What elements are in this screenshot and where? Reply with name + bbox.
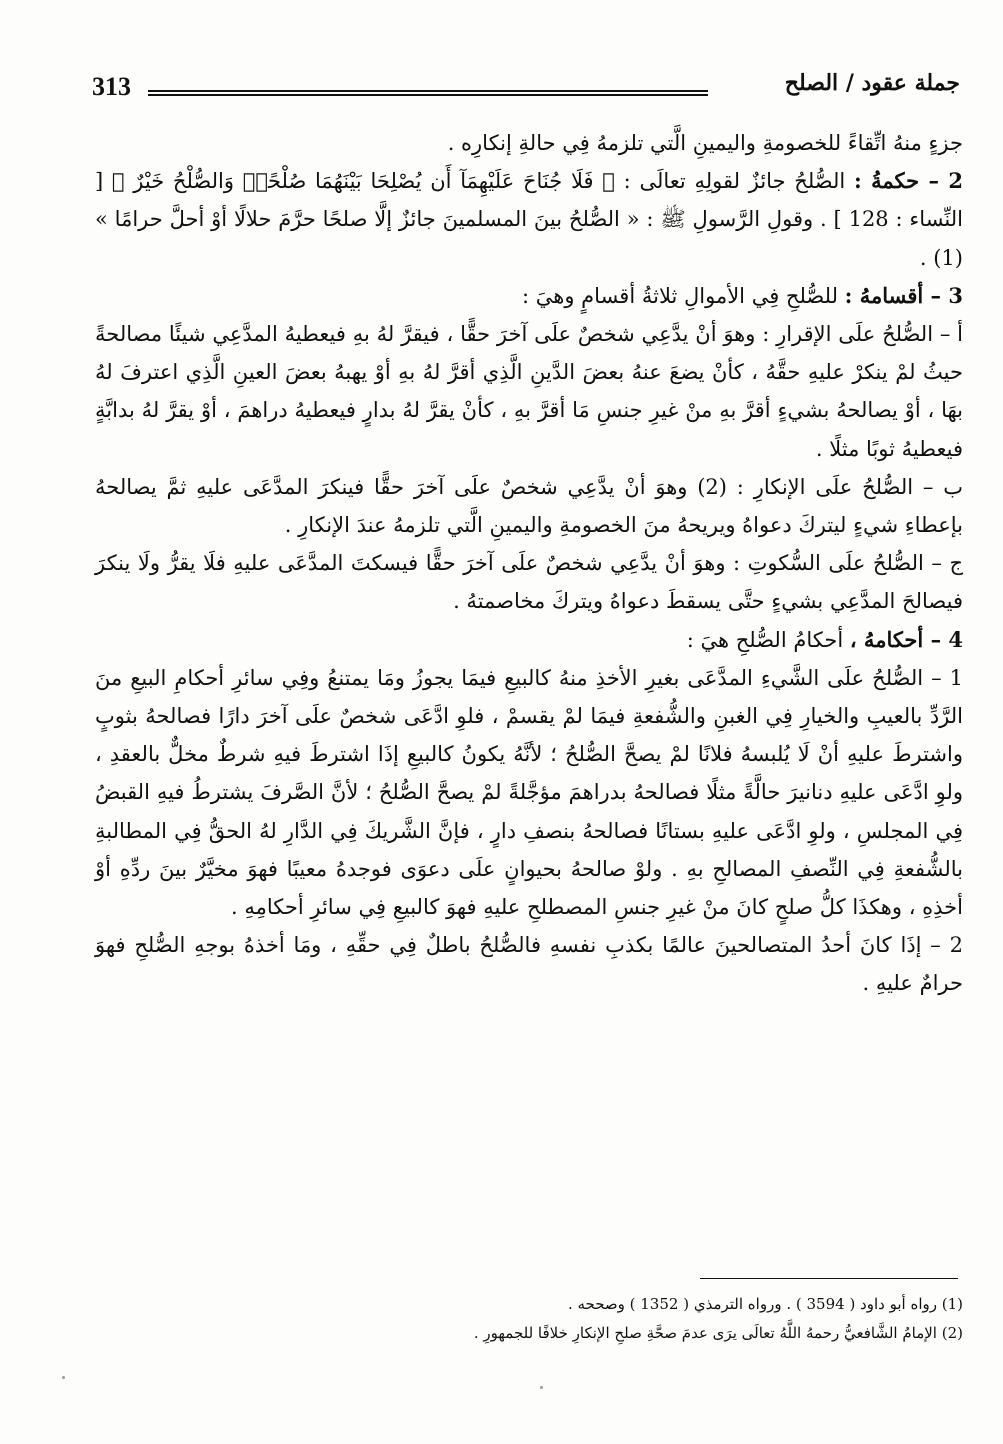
footnote-1: (1) رواه أبو داود ( 3594 ) . ورواه الترمذي ( 1352 ) وصححه .	[567, 1295, 963, 1313]
page-header	[92, 70, 960, 106]
paragraph-text: 1 – الصُّلحُ علَى الشَّيءِ المدَّعَى بغيرِ الأخذِ منهُ كالبيعِ فيمَا يجوزُ ومَا يمتنعُ وفِي سائرِ أحكامِ البيعِ منَ الرَّدِّ بالعيبِ والخيارِ فِي الغبنِ والشُّفعةِ فيمَا لمْ يقسمْ ، فلوِ ادَّعَى شخصٌ علَى آخرَ دارًا فصالحهُ بثوبٍ واشترطَ عليهِ أنْ لَا يُلبسهُ فلانًا لمْ يصحَّ الصُّلحُ ؛ لأنَّهُ يكونُ كالبيعِ إذَا اشترطَ فيهِ شرطٌ مخلٌّ بالعقدِ ، ولوِ ادَّعَى عليهِ دنانيرَ حالَّةً مثلًا فصالحهُ بدراهمَ مؤجَّلةً لمْ يصحَّ الصُّلحُ ؛ لأنَّ الصَّرفَ يشترطُ فيهِ القبضُ فِي المجلسِ ، ولوِ ادَّعَى عليهِ بستانًا فصالحهُ بنصفِ دارٍ ، فإنَّ الشَّريكَ فِي الدَّارِ لهُ الحقُّ فِي المطالبةِ بالشُّفعةِ فِي النِّصفِ المصالحِ بهِ . ولوْ صالحهُ بحيوانٍ علَى دعوَى فوجدهُ معيبًا فهوَ مخيَّرٌ بينَ ردِّهِ أوْ أخذِهِ ، وهكذَا كلُّ صلحٍ كانَ منْ غيرِ جنسِ المصطلحِ عليهِ فهوَ كالبيعِ فِي سائرِ أحكامِهِ .	[95, 665, 963, 920]
footnote-2: (2) الإمامُ الشَّافعيُّ رحمهُ اللَّهُ تعالَى يرَى عدمَ صحَّةِ صلحِ الإنكارِ خلافًا للجمهورِ .	[473, 1324, 963, 1342]
footnotes	[95, 1290, 963, 1348]
paragraph-text: أحكامُ الصُّلحِ هيَ :	[686, 627, 844, 652]
paragraph-types	[95, 277, 963, 315]
paragraph-text: 2 – إذَا كانَ أحدُ المتصالحينَ عالمًا بكذبِ نفسهِ فالصُّلحُ باطلٌ فِي حقِّهِ ، ومَا أخذهُ بوجهِ الصُّلحِ فهوَ حرامٌ عليهِ .	[95, 933, 963, 996]
paragraph-text: للصُّلحِ فِي الأموالِ ثلاثةُ أقسامٍ وهيَ :	[522, 283, 838, 308]
paragraph-ruling-2	[95, 926, 963, 1002]
running-title: جملة عقود / الصلح	[784, 70, 960, 96]
section-heading-types: 3 – أقسامهُ :	[844, 282, 963, 308]
header-double-rule	[148, 90, 708, 96]
paragraph-text: ج – الصُّلحُ علَى السُّكوتِ : وهوَ أنْ يدَّعِي شخصٌ علَى آخرَ حقًّا فيسكتَ المدَّعَى عليهِ فلَا يقرُّ ولَا ينكرَ فيصالحَ المدَّعِي بشيءٍ حتَّى يسقطَ دعواهُ ويتركَ مخاصمتهُ .	[95, 551, 963, 614]
body-text	[95, 124, 963, 1003]
paragraph-ruling	[95, 162, 963, 277]
paragraph-ruling-1	[95, 659, 963, 926]
paragraph-type-a	[95, 315, 963, 468]
scan-speck	[62, 1376, 65, 1379]
paragraph-rulings	[95, 621, 963, 659]
paragraph-text: الصُّلحُ جائزٌ لقولِهِ تعالَى : ﴿ فَلَا جُنَاحَ عَلَيْهِمَآ أَن يُصْلِحَا بَيْنَهُمَا صُلْحًاۚ وَالصُّلْحُ خَيْرٌ ﴾ [ النِّساء : 128 ] . وقولِ الرَّسولِ ﷺ : « الصُّلحُ بينَ المسلمينَ جائزٌ إلَّا صلحًا حرَّمَ حلالًا أوْ أحلَّ حرامًا » (1) .	[95, 169, 964, 270]
paragraph-type-c	[95, 544, 963, 620]
paragraph-1	[95, 124, 963, 162]
section-heading-ruling: 2 – حكمةُ :	[854, 168, 963, 194]
paragraph-text: ب – الصُّلحُ علَى الإنكارِ : (2) وهوَ أنْ يدَّعِي شخصٌ علَى آخرَ حقًّا فينكرَ المدَّعَى عليهِ ثمَّ يصالحهُ بإعطاءِ شيءٍ ليتركَ دعواهُ ويريحهُ منَ الخصومةِ واليمينِ الَّتي تلزمهُ عندَ الإنكارِ .	[95, 474, 963, 538]
paragraph-text: جزءٍ منهُ اتِّقاءً للخصومةِ واليمينِ الَّتي تلزمهُ فِي حالةِ إنكارِه .	[447, 131, 963, 155]
scan-speck	[540, 1386, 543, 1389]
paragraph-text: أ – الصُّلحُ علَى الإقرارِ : وهوَ أنْ يدَّعِي شخصٌ علَى آخرَ حقًّا ، فيقرَّ لهُ بهِ فيعطيهُ المدَّعِي شيئًا مصالحةً حيثُ لمْ ينكرْ عليهِ حقَّهُ ، كأنْ يضعَ عنهُ بعضَ الدَّينِ الَّذِي أقرَّ لهُ بهِ أوْ يهبهُ بعضَ العينِ الَّذِي اعترفَ لهُ بهَا ، أوْ يصالحهُ بشيءٍ أقرَّ بهِ منْ غيرِ جنسِ مَا أقرَّ بهِ ، كأنْ يقرَّ لهُ بدارٍ فيعطيهُ دراهمَ ، أوْ يقرَّ لهُ بدابَّةٍ فيعطيهُ ثوبًا مثلًا .	[95, 322, 963, 461]
section-heading-rulings: 4 – أحكامهُ ،	[849, 626, 963, 652]
paragraph-type-b	[95, 468, 963, 544]
footnote-separator	[700, 1278, 958, 1279]
page-number: 313	[92, 72, 131, 101]
